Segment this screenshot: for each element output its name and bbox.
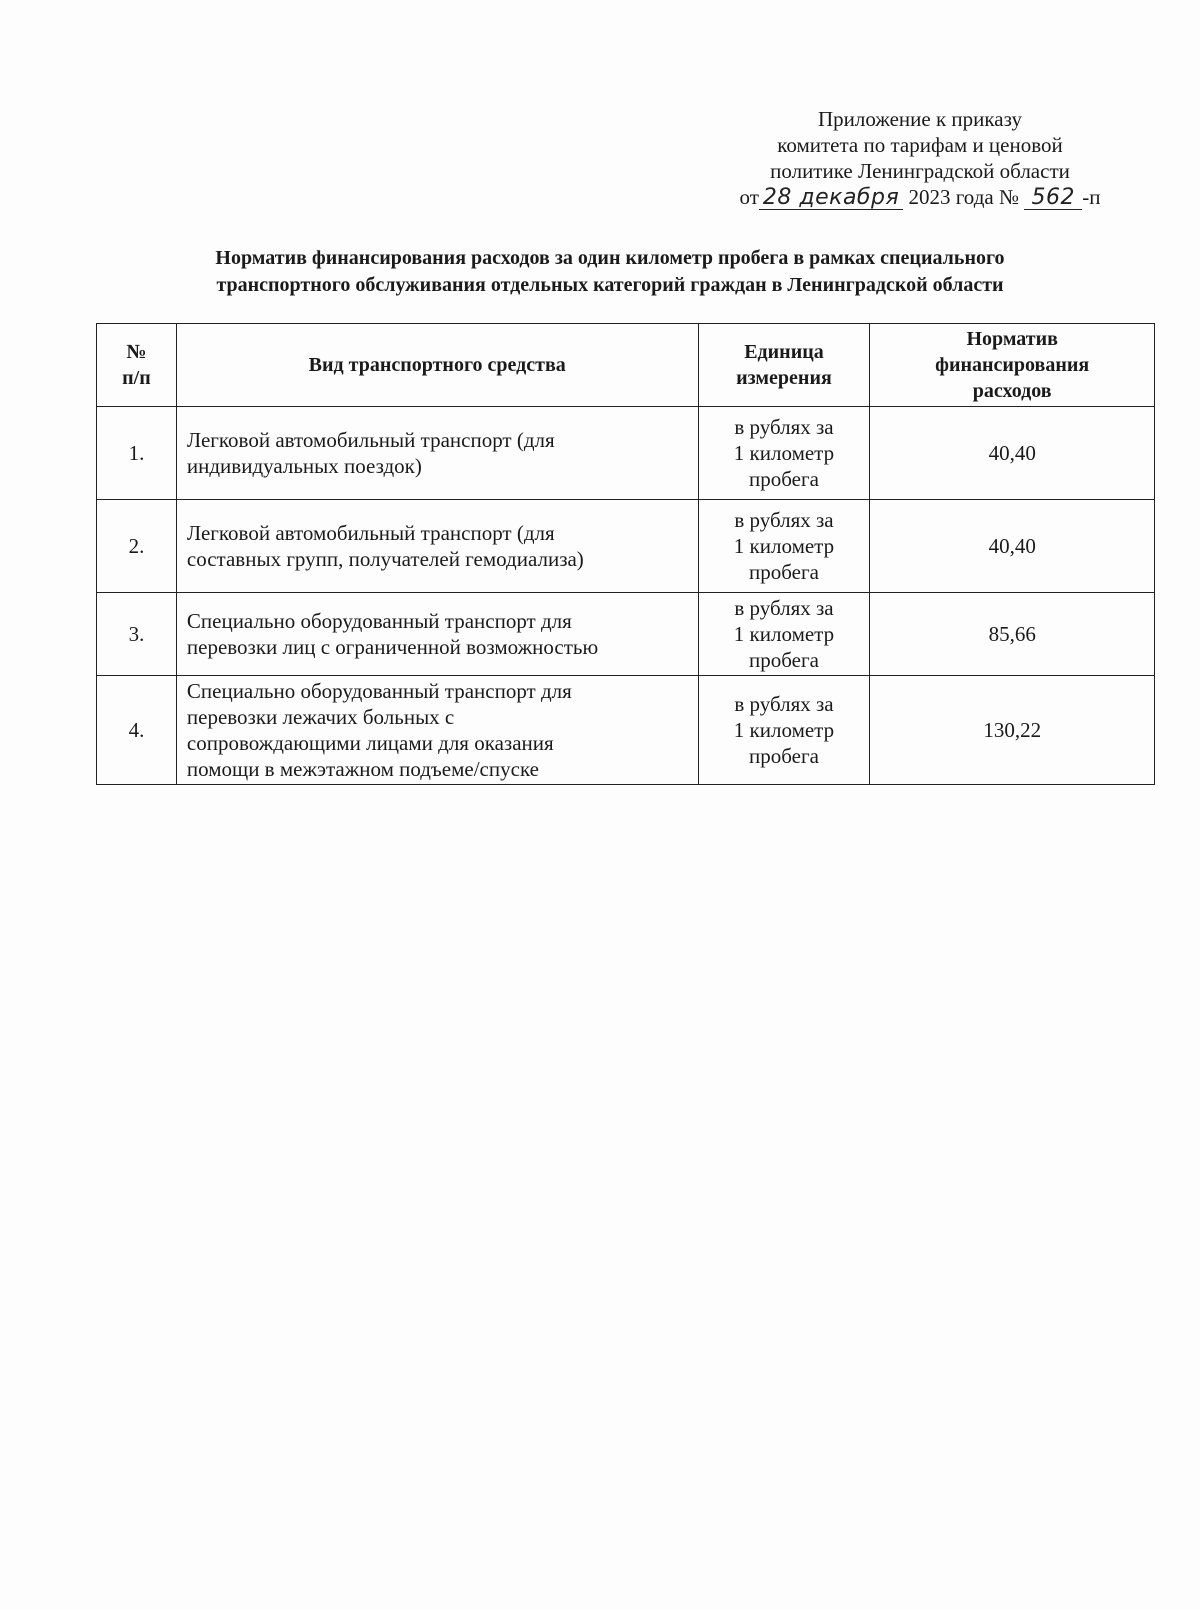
row-vehicle-type [176,593,698,676]
row-unit [698,676,870,785]
unit-line: в рублях за [734,508,834,532]
header-unit [698,324,870,407]
vehicle-type-line: составных групп, получателей гемодиализа) [186,547,584,571]
unit-line: в рублях за [734,692,834,716]
order-year: 2023 года № [908,185,1019,209]
header-norm-line-2: финансирования [935,354,1090,376]
norm-table [96,323,1155,785]
row-norm-value: 40,40 [870,500,1155,593]
row-vehicle-type [176,407,698,500]
row-number: 4. [97,676,177,785]
handwritten-order-number: 562 [1024,187,1082,210]
unit-line: 1 километр [733,534,835,558]
handwritten-date: 28 декабря [759,187,903,210]
unit-line: пробега [749,467,819,491]
vehicle-type-line: перевозки лежачих больных с [186,705,455,729]
row-norm-value: 130,22 [870,676,1155,785]
appendix-line-1: Приложение к приказу [818,107,1022,131]
date-prefix: от [739,185,759,209]
appendix-line-2: комитета по тарифам и ценовой [777,133,1063,157]
vehicle-type-line: перевозки лиц с ограниченной возможностью [186,635,599,659]
unit-line: пробега [749,648,819,672]
vehicle-type-line: Специально оборудованный транспорт для [186,679,572,703]
document-title [90,245,1130,299]
header-number-line-2: п/п [122,367,151,389]
row-number: 2. [97,500,177,593]
row-unit [698,500,870,593]
header-vehicle-type: Вид транспортного средства [176,324,698,407]
header-norm [870,324,1155,407]
unit-line: пробега [749,744,819,768]
title-line-2: транспортного обслуживания отдельных категорий граждан в Ленинградской области [216,274,1004,296]
row-number: 3. [97,593,177,676]
order-number-suffix: -п [1082,185,1101,209]
title-line-1: Норматив финансирования расходов за один километр пробега в рамках специального [215,247,1005,269]
vehicle-type-line: индивидуальных поездок) [186,454,422,478]
row-unit [698,407,870,500]
header-unit-line-2: измерения [736,367,832,389]
row-vehicle-type [176,500,698,593]
unit-line: в рублях за [734,415,834,439]
header-number-line-1: № [126,341,147,363]
vehicle-type-line: помощи в межэтажном подъеме/спуске [186,757,539,781]
header-unit-line-1: Единица [744,341,824,363]
row-vehicle-type [176,676,698,785]
appendix-line-3: политике Ленинградской области [770,159,1070,183]
header-number [97,324,177,407]
table-header-row [97,324,1155,407]
table-row [97,676,1155,785]
unit-line: в рублях за [734,596,834,620]
order-date-line [700,184,1140,210]
table-row [97,407,1155,500]
header-norm-line-1: Норматив [966,328,1058,350]
vehicle-type-line: Специально оборудованный транспорт для [186,609,572,633]
row-norm-value: 85,66 [870,593,1155,676]
unit-line: 1 километр [733,622,835,646]
vehicle-type-line: Легковой автомобильный транспорт (для [186,521,555,545]
row-number: 1. [97,407,177,500]
vehicle-type-line: Легковой автомобильный транспорт (для [186,428,555,452]
unit-line: 1 километр [733,718,835,742]
row-norm-value: 40,40 [870,407,1155,500]
unit-line: 1 километр [733,441,835,465]
unit-line: пробега [749,560,819,584]
row-unit [698,593,870,676]
vehicle-type-line: сопровождающими лицами для оказания [186,731,554,755]
table-row [97,593,1155,676]
appendix-header [700,106,1140,210]
table-row [97,500,1155,593]
header-norm-line-3: расходов [972,380,1052,402]
